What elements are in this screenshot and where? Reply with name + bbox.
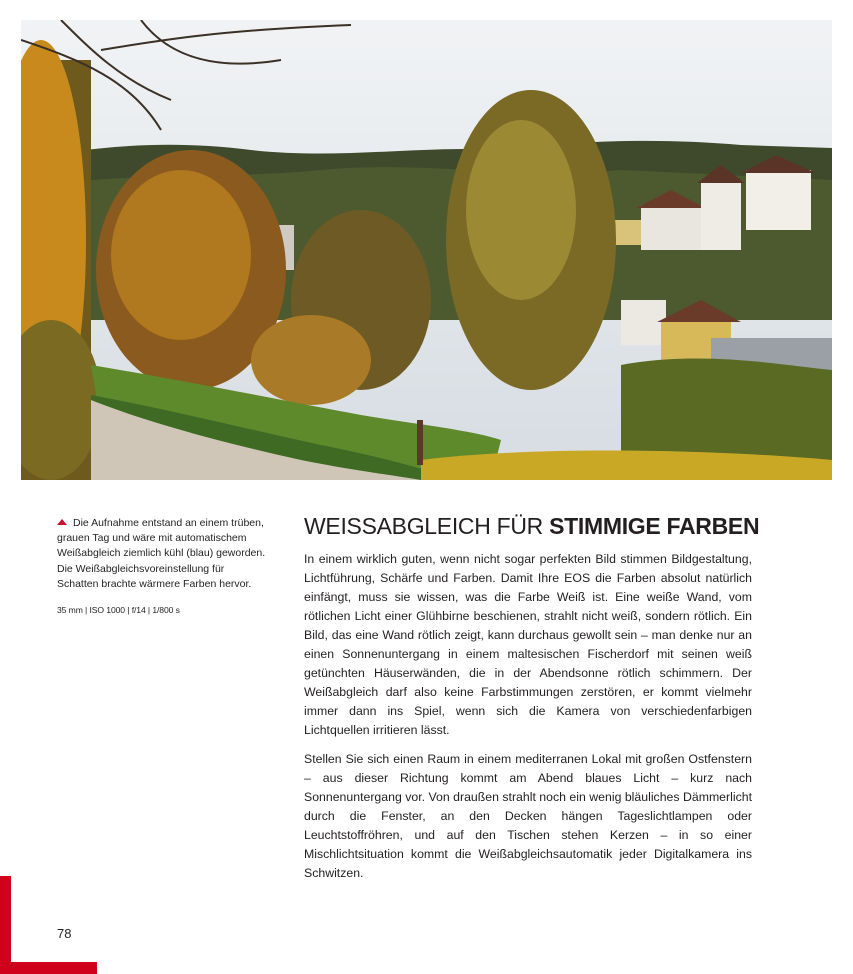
caption-text: Die Aufnahme entstand an einem trüben, grauen Tag und wäre mit automatischem Weißabgleich ziemlich kühl (blau) geworden. Die Weißabgleichsvoreinstellung für Schatten brachte wärmere Farben hervor. bbox=[57, 517, 266, 590]
caption-triangle-icon bbox=[57, 519, 67, 525]
heading-bold: STIMMIGE FARBEN bbox=[549, 513, 760, 539]
page-accent-bar-vertical bbox=[0, 876, 11, 974]
exif-info: 35 mm | ISO 1000 | f/14 | 1/800 s bbox=[57, 605, 180, 615]
landscape-illustration bbox=[21, 20, 832, 480]
body-paragraph: Stellen Sie sich einen Raum in einem mediterranen Lokal mit großen Ostfenstern – aus dieser Richtung kommt am Abend blaues Licht – kurz nach Sonnenuntergang vor. Von draußen strahlt noch ein wenig bläuliches Dämmerlicht durch die Fenster, an den Decken hängen Tageslichtlampen oder Leuchtstoffröhren, und auf den Tischen stehen Kerzen – in so einer Mischlichtsituation kommt die Weißabgleichsautomatik jeder Digitalkamera ins Schwitzen. bbox=[304, 752, 752, 880]
landscape-photo bbox=[21, 20, 832, 480]
page-number: 78 bbox=[57, 926, 72, 941]
body-text bbox=[304, 550, 752, 893]
page-accent-bar-horizontal bbox=[0, 962, 97, 974]
section-heading bbox=[304, 511, 759, 541]
body-paragraph: In einem wirklich guten, wenn nicht sogar perfekten Bild stimmen Bildgestaltung, Lichtführung, Schärfe und Farben. Damit Ihre EOS die Farben absolut natürlich einfängt, muss sie wissen, was die Farbe Weiß ist. Eine weiße Wand, vom rötlichen Licht einer Glühbirne beschienen, strahlt nicht weiß, sondern rötlich. Ein Bild, das eine Wand rötlich zeigt, kann durchaus gewollt sein – man denke nur an einen Sonnenuntergang in einem maltesischen Fischerdorf mit seinen weiß getünchten Häuserwänden, die in der Abendsonne rötlich schimmern. Der Weißabgleich darf also keine Farbstimmungen zerstören, er kommt vielmehr immer dann ins Spiel, wenn sich die Kamera von verschiedenfarbigen Lichtquellen irritieren lässt. bbox=[304, 552, 752, 737]
heading-light: WEISSABGLEICH FÜR bbox=[304, 513, 550, 539]
photo-caption bbox=[57, 516, 267, 592]
